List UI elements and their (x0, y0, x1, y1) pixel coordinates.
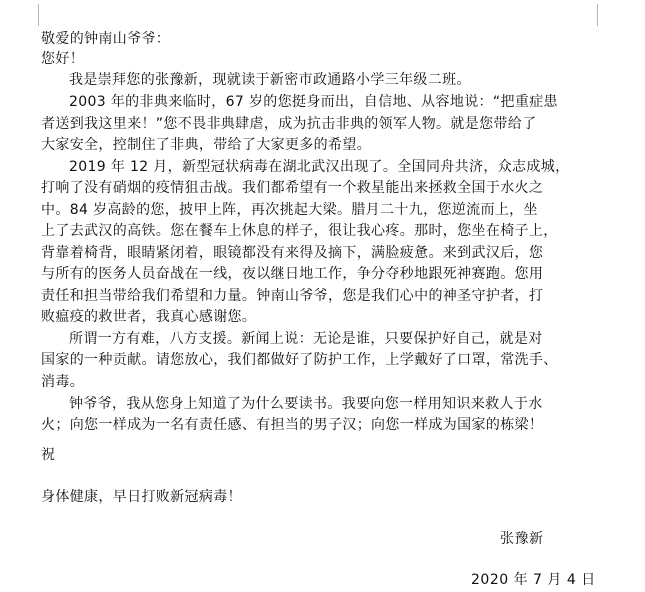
closing-blessing: 身体健康，早日打败新冠病毒！ (41, 489, 242, 505)
paragraph-3-line-1: 2019 年 12 月，新型冠状病毒在湖北武汉出现了。全国同舟共济，众志成城， (69, 159, 570, 175)
paragraph-3-line-4: 上了去武汉的高铁。您在餐车上休息的样子，很让我心疼。那时，您坐在椅子上， (41, 223, 558, 239)
paragraph-2-line-2: 者送到我这里来！”您不畏非典肆虐，成为抗击非典的领军人物。就是您带给了 (41, 116, 537, 132)
paragraph-3-line-8: 败瘟疫的救世者，我真心感谢您。 (41, 309, 257, 325)
paragraph-3-line-2: 打响了没有硝烟的疫情狙击战。我们都希望有一个救星能出来拯救全国于水火之 (41, 180, 544, 196)
paragraph-1-line-1: 我是崇拜您的张豫新，现就读于新密市政通路小学三年级二班。 (69, 72, 471, 88)
page-corner-mark-right (597, 4, 598, 26)
letter-date: 2020 年 7 月 4 日 (471, 572, 596, 588)
paragraph-2-line-1: 2003 年的非典来临时，67 岁的您挺身而出，自信地、从容地说：“把重症患 (69, 94, 558, 110)
paragraph-3-line-5: 背靠着椅背，眼睛紧闭着，眼镜都没有来得及摘下，满脸疲惫。来到武汉后，您 (41, 245, 544, 261)
letter-salutation: 敬爱的钟南山爷爷： (41, 31, 171, 47)
page-corner-mark-left (38, 4, 39, 26)
paragraph-4-line-3: 消毒。 (41, 374, 85, 390)
closing-wish: 祝 (41, 447, 56, 463)
paragraph-2-line-3: 大家安全，控制住了非典，带给了大家更多的希望。 (41, 137, 372, 153)
letter-greeting: 您好！ (41, 51, 85, 67)
signature: 张豫新 (500, 531, 544, 547)
paragraph-5-line-1: 钟爷爷，我从您身上知道了为什么要读书。我要向您一样用知识来救人于水 (69, 396, 543, 412)
paragraph-3-line-3: 中。84 岁高龄的您，披甲上阵，再次挑起大梁。腊月二十九，您逆流而上，坐 (41, 202, 538, 218)
paragraph-4-line-1: 所谓一方有难，八方支援。新闻上说：无论是谁，只要保护好自己，就是对 (69, 331, 543, 347)
paragraph-3-line-7: 责任和担当带给我们希望和力量。钟南山爷爷，您是我们心中的神圣守护者，打 (41, 288, 544, 304)
paragraph-4-line-2: 国家的一种贡献。请您放心，我们都做好了防护工作，上学戴好了口罩，常洗手、 (41, 352, 558, 368)
paragraph-3-line-6: 与所有的医务人员奋战在一线，夜以继日地工作，争分夺秒地跟死神赛跑。您用 (41, 266, 544, 282)
paragraph-5-line-2: 火；向您一样成为一名有责任感、有担当的男子汉；向您一样成为国家的栋梁！ (41, 417, 544, 433)
